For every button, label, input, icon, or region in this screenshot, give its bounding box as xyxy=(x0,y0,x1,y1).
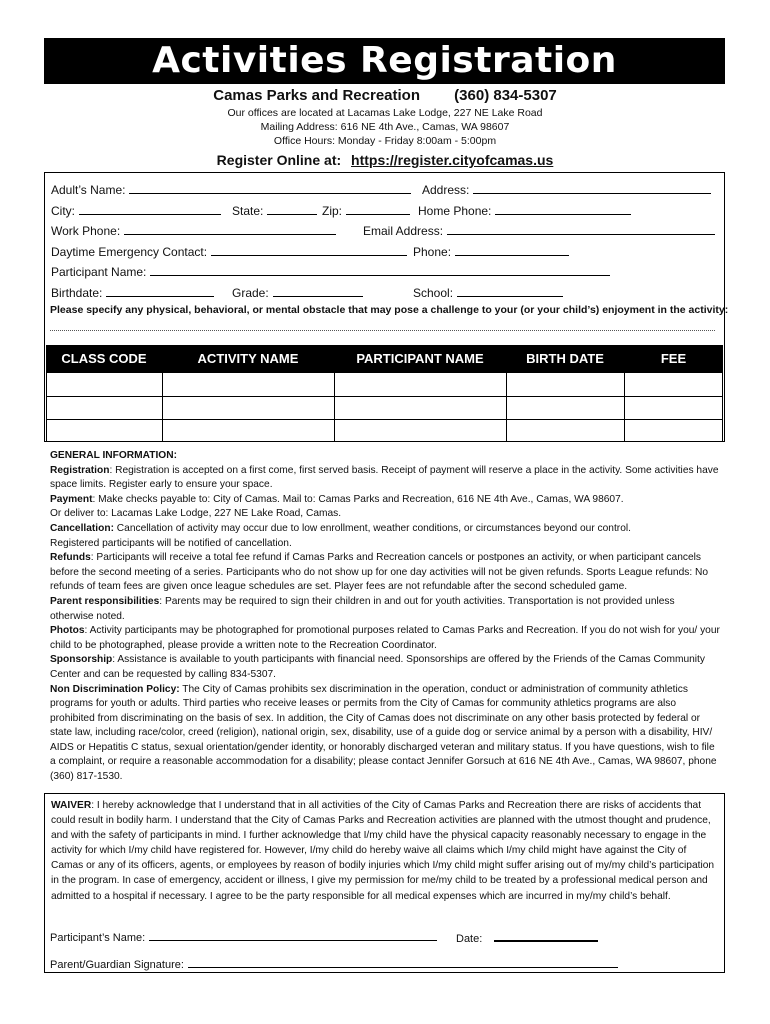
register-online xyxy=(0,152,770,168)
school-field[interactable] xyxy=(413,285,563,300)
online-label: Register Online at: xyxy=(216,152,342,168)
sponsorship-paragraph: Sponsorship: Assistance is available to youth participants with financial need. Sponsorships are offered by the Friends of the Camas Community Center and can be requested by calling 834-5307. xyxy=(50,654,705,680)
birthdate-label: Birthdate: xyxy=(51,286,103,300)
obstacle-answer-line[interactable] xyxy=(50,330,715,331)
adult-name-field[interactable] xyxy=(51,182,411,197)
online-url-link[interactable]: https://register.cityofcamas.us xyxy=(351,152,554,168)
payment-deliver: Or deliver to: Lacamas Lake Lodge, 227 NE Lake Road, Camas. xyxy=(50,508,342,520)
col-participant-name: PARTICIPANT NAME xyxy=(356,351,484,366)
general-heading: GENERAL INFORMATION: xyxy=(50,450,177,461)
table-col-divider xyxy=(506,373,507,442)
col-activity-name: ACTIVITY NAME xyxy=(197,351,299,366)
waiver-text: WAIVER: I hereby acknowledge that I understand that in all activities of the City of Camas Parks and Recreation there are risks of accidents that could result in bodily harm. I understand that the City of Camas Parks and Recreation activities are planned with the utmost thought and prudence, and with the safety of participants in mind. I further acknowledge that I/my child have the physical capacity reasonably necessary to engage in the activity for which I/my child have registered for. However, I/my child do hereby waive all claims which I/my child might have against the City of Camas or any of its officers, agents, or employees by reason of bodily injuries which I/my child might suffer arising out of my/my child’s participation in the program. In case of emergency, accident or illness, I give my permission for me/my child to be treated by a professional medical person and admitted to a hospital if necessary. I agree to be the party responsible for all medical expenses which are incurred in my/my child’s behalf. xyxy=(51,800,715,902)
table-col-divider xyxy=(46,373,47,442)
participant-name-sig-label: Participant’s Name: xyxy=(50,932,146,944)
table-col-divider xyxy=(624,373,625,442)
table-bottom-line xyxy=(46,441,723,442)
zip-label: Zip: xyxy=(322,204,343,218)
email-field[interactable] xyxy=(363,223,715,238)
address-label: Address: xyxy=(422,183,470,197)
general-information xyxy=(50,449,720,785)
home-phone-field[interactable] xyxy=(418,203,631,218)
state-label: State: xyxy=(232,204,264,218)
table-row-divider xyxy=(46,419,723,420)
email-label: Email Address: xyxy=(363,224,444,238)
table-row-divider xyxy=(46,396,723,397)
participant-signature-name-field[interactable] xyxy=(50,929,437,944)
guardian-signature-field[interactable] xyxy=(50,956,618,971)
office-hours: Office Hours: Monday - Friday 8:00am - 5:00pm xyxy=(273,135,497,147)
participant-name-label: Participant Name: xyxy=(51,265,147,279)
mailing-address: Mailing Address: 616 NE 4th Ave., Camas, WA 98607 xyxy=(260,121,510,133)
table-col-divider xyxy=(722,373,723,442)
work-phone-label: Work Phone: xyxy=(51,224,121,238)
table-col-divider xyxy=(334,373,335,442)
participant-name-field[interactable] xyxy=(51,264,610,279)
col-fee: FEE xyxy=(660,351,687,366)
waiver-box xyxy=(44,793,725,973)
org-name: Camas Parks and Recreation xyxy=(213,87,420,104)
guardian-signature-label: Parent/Guardian Signature: xyxy=(50,959,184,971)
grade-field[interactable] xyxy=(232,285,363,300)
city-label: City: xyxy=(51,204,75,218)
adult-name-label: Adult’s Name: xyxy=(51,183,126,197)
cancellation-notice: Registered participants will be notified of cancellation. xyxy=(50,537,292,549)
birthdate-field[interactable] xyxy=(51,285,214,300)
parent-responsibilities-paragraph: Parent responsibilities: Parents may be required to sign their children in and out for youth activities. Transportation is not provided unless otherwise noted. xyxy=(50,595,675,622)
org-header xyxy=(0,87,770,104)
cancellation-paragraph: Cancellation: Cancellation of activity may occur due to low enrollment, weather conditions, or circumstances beyond our control. xyxy=(50,522,631,534)
activity-table-header xyxy=(46,345,723,373)
grade-label: Grade: xyxy=(232,286,269,300)
address-field[interactable] xyxy=(422,182,711,197)
page-title: Activities Registration xyxy=(44,38,725,84)
table-col-divider xyxy=(162,373,163,442)
school-label: School: xyxy=(413,286,454,300)
non-discrimination-paragraph: Non Discrimination Policy: The City of Camas prohibits sex discrimination in the operation, conduct or administration of community athletics programs for youth or adults. Third parties who receive leases or permits from the City of Camas for community athletics programs are also prohibited from discriminating on the basis of sex. In addition, the City of Camas does not discriminate on any other basis protected by federal or state law, including race/color, creed (religion), national origin, sex, disability, use of a guide dog or service animal by a person with a disability, HIV/ AIDS or Hepatitis C status, sexual orientation/gender identity, or honorably discharged veteran and military status. If you have questions, wish to file a complaint, or require a reasonable accommodation for a disability; please contact Jennifer Gorsuch at 616 NE 4th Ave., Camas, WA 98607, phone (360) 817-1530. xyxy=(50,683,717,783)
office-location: Our offices are located at Lacamas Lake Lodge, 227 NE Lake Road xyxy=(227,107,543,119)
zip-field[interactable] xyxy=(322,203,410,218)
col-class-code: CLASS CODE xyxy=(61,351,147,366)
registration-paragraph: Registration: Registration is accepted on a first come, first served basis. Receipt of payment will reserve a place in the activity. Some activities have space limits. Register early to ensure your space. xyxy=(50,464,719,491)
col-birth-date: BIRTH DATE xyxy=(526,351,604,366)
emergency-phone-field[interactable] xyxy=(413,244,569,259)
obstacle-question: Please specify any physical, behavioral, or mental obstacle that may pose a challenge to your (or your child’s) enjoyment in the activity: xyxy=(50,304,729,316)
state-field[interactable] xyxy=(232,203,317,218)
refunds-paragraph: Refunds: Participants will receive a total fee refund if Camas Parks and Recreation cancels or postpones an activity, or when participant cancels before the second meeting of a series. Participants who do not show up for one day activities will not be given refunds. Sports League refunds: No refunds of team fees are given once league schedules are set. Player fees are not refundable after the second scheduled game. xyxy=(50,552,709,593)
waiver-date-label: Date: xyxy=(456,933,483,945)
work-phone-field[interactable] xyxy=(51,223,336,238)
home-phone-label: Home Phone: xyxy=(418,204,492,218)
emergency-phone-label: Phone: xyxy=(413,245,452,259)
payment-paragraph: Payment: Make checks payable to: City of Camas. Mail to: Camas Parks and Recreation, 616 NE 4th Ave., Camas, WA 98607. xyxy=(50,493,624,505)
org-phone: (360) 834-5307 xyxy=(454,87,557,104)
emergency-contact-field[interactable] xyxy=(51,244,407,259)
waiver-date-field[interactable] xyxy=(456,929,598,945)
city-field[interactable] xyxy=(51,203,221,218)
photos-paragraph: Photos: Activity participants may be photographed for promotional purposes related to Camas Parks and Recreation. If you do not wish for you/ your child to be photographed, please provide a written note to the Recreation Coordinator. xyxy=(50,625,720,651)
emergency-label: Daytime Emergency Contact: xyxy=(51,245,208,259)
